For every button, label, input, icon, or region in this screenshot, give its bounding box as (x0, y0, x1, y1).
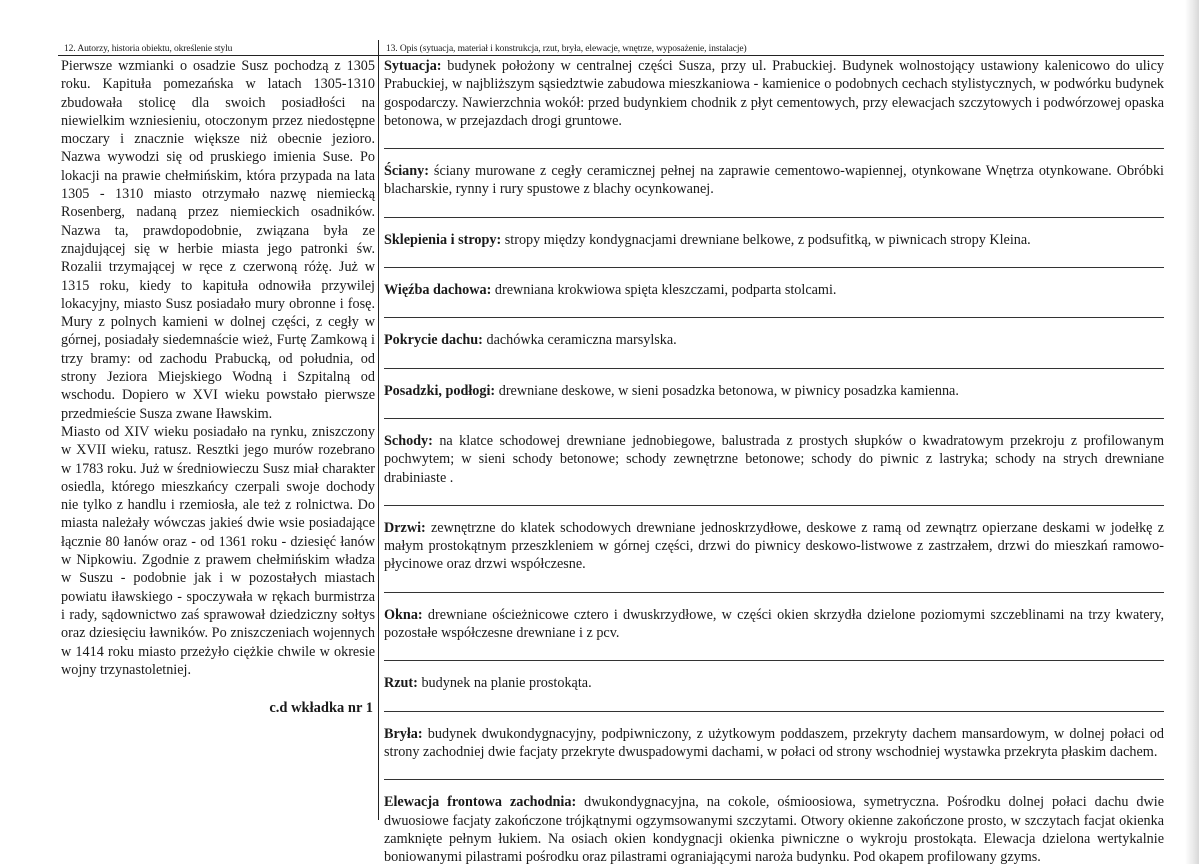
section-divider (384, 592, 1164, 593)
section-text: budynek na planie prostokąta. (417, 675, 592, 692)
section-label: Więźba dachowa: (384, 282, 492, 299)
section-walls (384, 162, 1164, 199)
header-description: 13. Opis (sytuacja, materiał i konstrukcja, rzut, bryła, elewacje, wnętrze, wyposażenie, instalacje) (386, 44, 747, 54)
section-label: Sklepienia i stropy: (384, 231, 502, 248)
section-divider (384, 317, 1164, 318)
description-column (384, 57, 1164, 866)
section-text: dwukondygnacyjna, na cokole, ośmioosiowa, symetryczna. Pośrodku dolnej połaci dachu dwie dwuosiowe facjaty zakończone trójkątnymi ogzymsowanymi szczytami. Otwory okienne zakończone prosto, w szczytach facjat okienka zamknięte pełnym łukiem. Na osiach okien kondygnacji okienka piwniczne o wykroju prostokąta. Elewacja dzielona wertykalnie boniowanymi pilastrami pośrodku oraz pilastrami ograniającymi naroża budynku. Pod okapem profilowany gzyms. (384, 794, 1164, 866)
section-divider (384, 711, 1164, 712)
history-paragraph-2: Miasto od XIV wieku posiadało na rynku, zniszczony w XVII wieku, ratusz. Resztki jego murów rozebrano w 1783 roku. Już w średniowieczu Susz miał charakter osiedla, którego mieszkańcy czerpali swoje dochody nie tylko z handlu i rzemiosła, ale też z rolnictwa. Do miasta należały wówczas jakieś dwie wsie posiadające łącznie 80 łanów oraz - od 1361 roku - dziesięć łanów w Nipkowiu. Zgodnie z prawem chełmińskim władza w Suszu - podobnie jak i w pozostałych miastach powiatu iławskiego - spoczywała w rękach burmistrza i rady, sądownictwo zaś sprawował dziedziczny sołtys oraz dziesięciu ławników. Po zniszczeniach wojennych w 1414 roku miasto przeżyło ciężkie chwile w okresie wojny trzynastoletniej. (61, 423, 375, 678)
section-situation (384, 57, 1164, 130)
history-column (61, 57, 375, 717)
section-massing (384, 725, 1164, 762)
section-label: Elewacja frontowa zachodnia: (384, 794, 577, 811)
section-label: Posadzki, podłogi: (384, 382, 496, 399)
section-label: Bryła: (384, 725, 423, 742)
section-label: Sytuacja: (384, 58, 442, 74)
section-front-elevation (384, 793, 1164, 866)
section-text: zewnętrzne do klatek schodowych drewniane jednoskrzydłowe, deskowe z ramą od zewnątrz opierzane deskami w jodełkę z małym prostokątnym przeszkleniem w górnej części, drzwi do piwnicy deskowo-listwowe z zastrzałem, drzwi do mieszkań ramowo-płycinowe oraz drzwi współczesne. (384, 519, 1164, 573)
section-text: stropy między kondygnacjami drewniane belkowe, z podsufitką, w piwnicach stropy Kleina. (501, 231, 1031, 248)
section-divider (384, 267, 1164, 268)
section-divider (384, 217, 1164, 218)
section-text: na klatce schodowej drewniane jednobiegowe, balustrada z prostych słupków o kwadratowym przekroju z profilowanym pochwytem; w sieni schody betonowe; schody zewnętrzne betonowe; schody do piwnic z lastryka; schody na strych drewniane drabiniaste . (384, 432, 1164, 486)
section-label: Rzut: (384, 675, 418, 692)
section-text: dachówka ceramiczna marsylska. (482, 332, 677, 349)
section-divider (384, 368, 1164, 369)
continuation-note: c.d wkładka nr 1 (269, 700, 373, 717)
section-text: drewniane deskowe, w sieni posadzka betonowa, w piwnicy posadzka kamienna. (495, 382, 959, 399)
section-roof-truss (384, 281, 1164, 299)
section-label: Drzwi: (384, 519, 426, 536)
section-label: Okna: (384, 606, 423, 623)
section-text: budynek dwukondygnacyjny, podpiwniczony, z użytkowym poddaszem, przekryty dachem mansardowym, w dolnej połaci od strony zachodniej dwie facjaty przekryte dwuspadowymi dachami, w połaci od strony wschodniej wystawka przekryta płaskim dachem. (384, 725, 1164, 760)
section-text: drewniane ościeżnicowe cztero i dwuskrzydłowe, w części okien skrzydła dzielone poziomymi szczeblinami na trzy kwatery, pozostałe współczesne drewniane i z pcv. (384, 606, 1164, 642)
section-divider (384, 779, 1164, 780)
section-label: Pokrycie dachu: (384, 332, 483, 349)
section-divider (384, 418, 1164, 419)
section-label: Schody: (384, 432, 433, 449)
section-divider (384, 148, 1164, 149)
header-authors-history: 12. Autorzy, historia obiektu, określenie stylu (64, 44, 233, 54)
section-ceilings (384, 231, 1164, 249)
section-stairs (384, 432, 1164, 487)
section-roof-covering (384, 331, 1164, 349)
section-text: ściany murowane z cegły ceramicznej pełnej na zaprawie cementowo-wapiennej, otynkowane Wnętrza otynkowane. Obróbki blacharskie, rynny i rury spustowe z blachy ocynkowanej. (384, 163, 1164, 198)
section-plan (384, 674, 1164, 692)
section-label: Ściany: (384, 163, 429, 180)
inventory-form-sheet (58, 40, 1194, 866)
history-paragraph-1: Pierwsze wzmianki o osadzie Susz pochodzą z 1305 roku. Kapituła pomezańska w latach 1305-1310 zbudowała stolicę dla swoich posiadłości na niewielkim wzniesieniu, otoczonym przez niedostępne moczary i znacznie większe niż obecnie jezioro. Nazwa wywodzi się od pruskiego imienia Suse. Po lokacji na prawie chełmińskim, która przypada na lata 1305 - 1310 miasto otrzymało nazwę niemiecką Rosenberg, nadaną przez niemieckich osadników. Nazwa ta, prawdopodobnie, związana była ze znajdującej się w herbie miasta jego patronki św. Rozalii trzymającej w ręce z czerwoną różę. Już w 1315 roku, kiedy to kapituła odnowiła przywilej lokacyjny, miasto Susz posiadało mury obronne i fosę. Mury z polnych kamieni w dolnej części, z cegły w górnej, posiadały siedemnaście wież, Furtę Zamkową i trzy bramy: od zachodu Prabucką, od południa, od strony Jeziora Miejskiego Wodną i Szpitalną od wschodu. Dopiero w XVI wieku powstało pierwsze przedmieście Susza zwane Iławskim. (61, 58, 375, 422)
column-divider (378, 40, 379, 820)
section-text: drewniana krokwiowa spięta kleszczami, podparta stolcami. (491, 282, 837, 299)
section-divider (384, 505, 1164, 506)
section-divider (384, 660, 1164, 661)
section-floors (384, 382, 1164, 400)
section-windows (384, 606, 1164, 643)
section-doors (384, 519, 1164, 574)
section-text: budynek położony w centralnej części Susza, przy ul. Prabuckiej. Budynek wolnostojący ustawiony kalenicowo do ulicy Prabuckiej, w najbliższym sąsiedztwie zabudowa mieszkaniowa - kamienice o podobnych cechach stylistycznych, w podwórku budynek gospodarczy. Nawierzchnia wokół: przed budynkiem chodnik z płyt cementowych, przy elewacjach szczytowych i podwórzowej opaska betonowa, w przejazdach drogi gruntowe. (384, 58, 1164, 129)
header-divider (58, 55, 1164, 56)
